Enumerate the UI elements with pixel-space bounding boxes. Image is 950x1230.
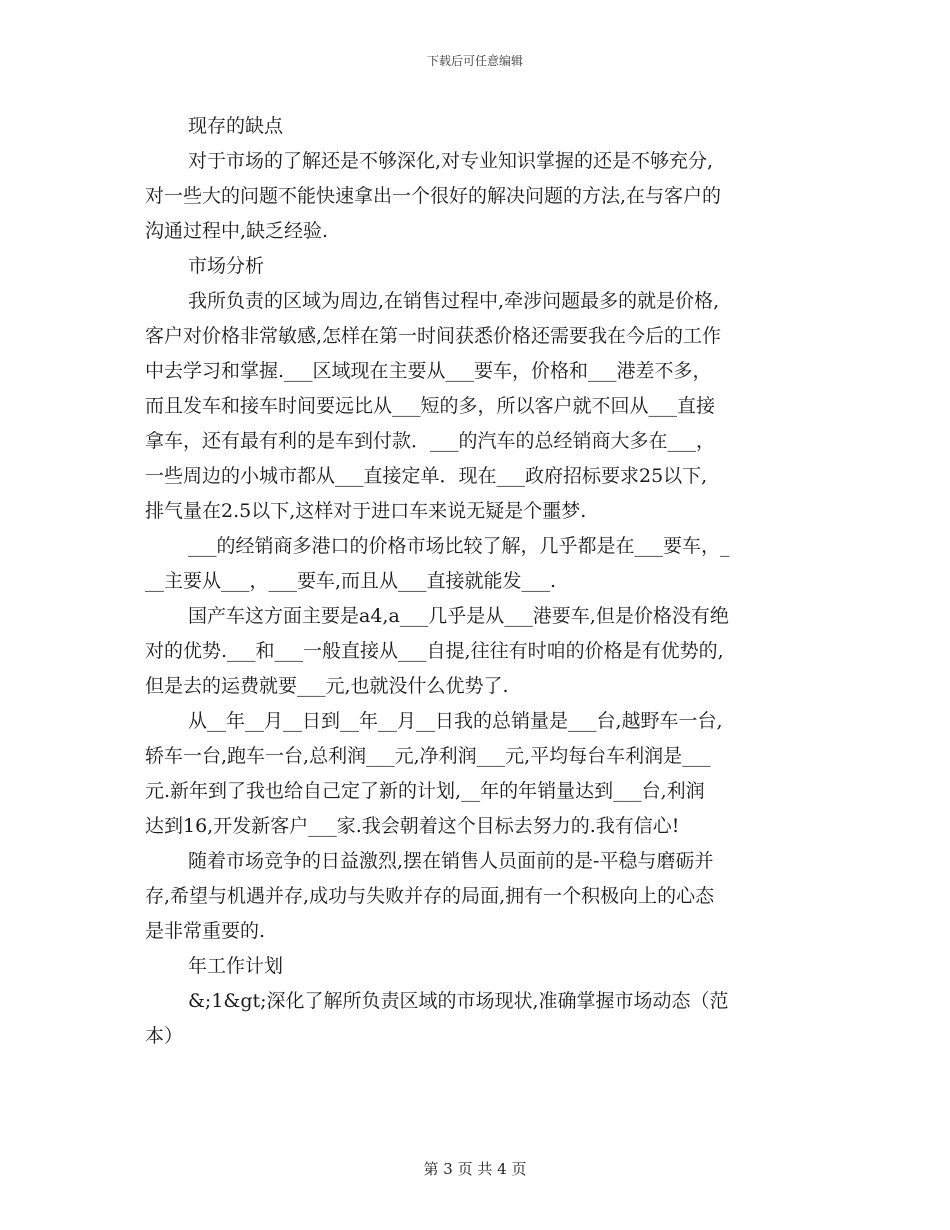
text-line: 而且发车和接车时间要远比从___短的多，所以客户就不回从___直接 (145, 395, 716, 417)
text-line: 存,希望与机遇并存,成功与失败并存的局面,拥有一个积极向上的心态 (145, 885, 715, 907)
text-line: &;1&gt;深化了解所负责区域的市场现状,准确掌握市场动态（范 (188, 990, 729, 1012)
text-line: __主要从___，___要车,而且从___直接就能发___. (145, 570, 557, 592)
text-line: 中去学习和掌握.___区域现在主要从___要车，价格和___港差不多， (145, 360, 712, 382)
text-line: 但是去的运费就要___元,也就没什么优势了. (145, 675, 509, 697)
text-line: 是非常重要的. (145, 920, 266, 942)
text-line: 对于市场的了解还是不够深化,对专业知识掌握的还是不够充分, (188, 150, 714, 172)
text-line: 拿车，还有最有利的是车到付款．___的汽车的总经销商大多在___， (145, 430, 716, 452)
section-heading: 市场分析 (188, 255, 265, 277)
text-line: 从__年__月__日到__年__月__日我的总销量是___台,越野车一台, (188, 710, 723, 732)
text-line: 对的优势.___和___一般直接从___自提,往往有时咱的价格是有优势的, (145, 640, 724, 662)
text-line: 对一些大的问题不能快速拿出一个很好的解决问题的方法,在与客户的 (145, 185, 722, 207)
document-body (145, 109, 805, 1054)
text-line: 元.新年到了我也给自己定了新的计划,__年的年销量达到___台,利润 (145, 780, 705, 802)
text-line: 我所负责的区域为周边,在销售过程中,牵涉问题最多的就是价格, (188, 290, 720, 312)
text-line: ___的经销商多港口的价格市场比较了解，几乎都是在___要车，_ (188, 535, 730, 557)
text-line: 国产车这方面主要是a4,a___几乎是从___港要车,但是价格没有绝 (188, 605, 729, 627)
text-line: 轿车一台,跑车一台,总利润___元,净利润___元,平均每台车利润是___ (145, 745, 711, 767)
text-line: 随着市场竞争的日益激烈,摆在销售人员面前的是-平稳与磨砺并 (188, 850, 714, 872)
page-footer: 第 3 页 共 4 页 (423, 1160, 527, 1178)
text-line: 客户对价格非常敏感,怎样在第一时间获悉价格还需要我在今后的工作 (145, 325, 722, 347)
text-line: 排气量在2.5以下,这样对于进口车来说无疑是个噩梦. (145, 500, 587, 522)
text-line: 达到16,开发新客户___家.我会朝着这个目标去努力的.我有信心! (145, 815, 680, 837)
section-heading: 现存的缺点 (188, 115, 284, 137)
text-line: 一些周边的小城市都从___直接定单．现在___政府招标要求25以下, (145, 465, 708, 487)
section-heading: 年工作计划 (188, 955, 284, 977)
text-line: 沟通过程中,缺乏经验. (145, 220, 329, 242)
page-header: 下载后可任意编辑 (426, 54, 523, 68)
text-line: 本） (145, 1025, 184, 1047)
